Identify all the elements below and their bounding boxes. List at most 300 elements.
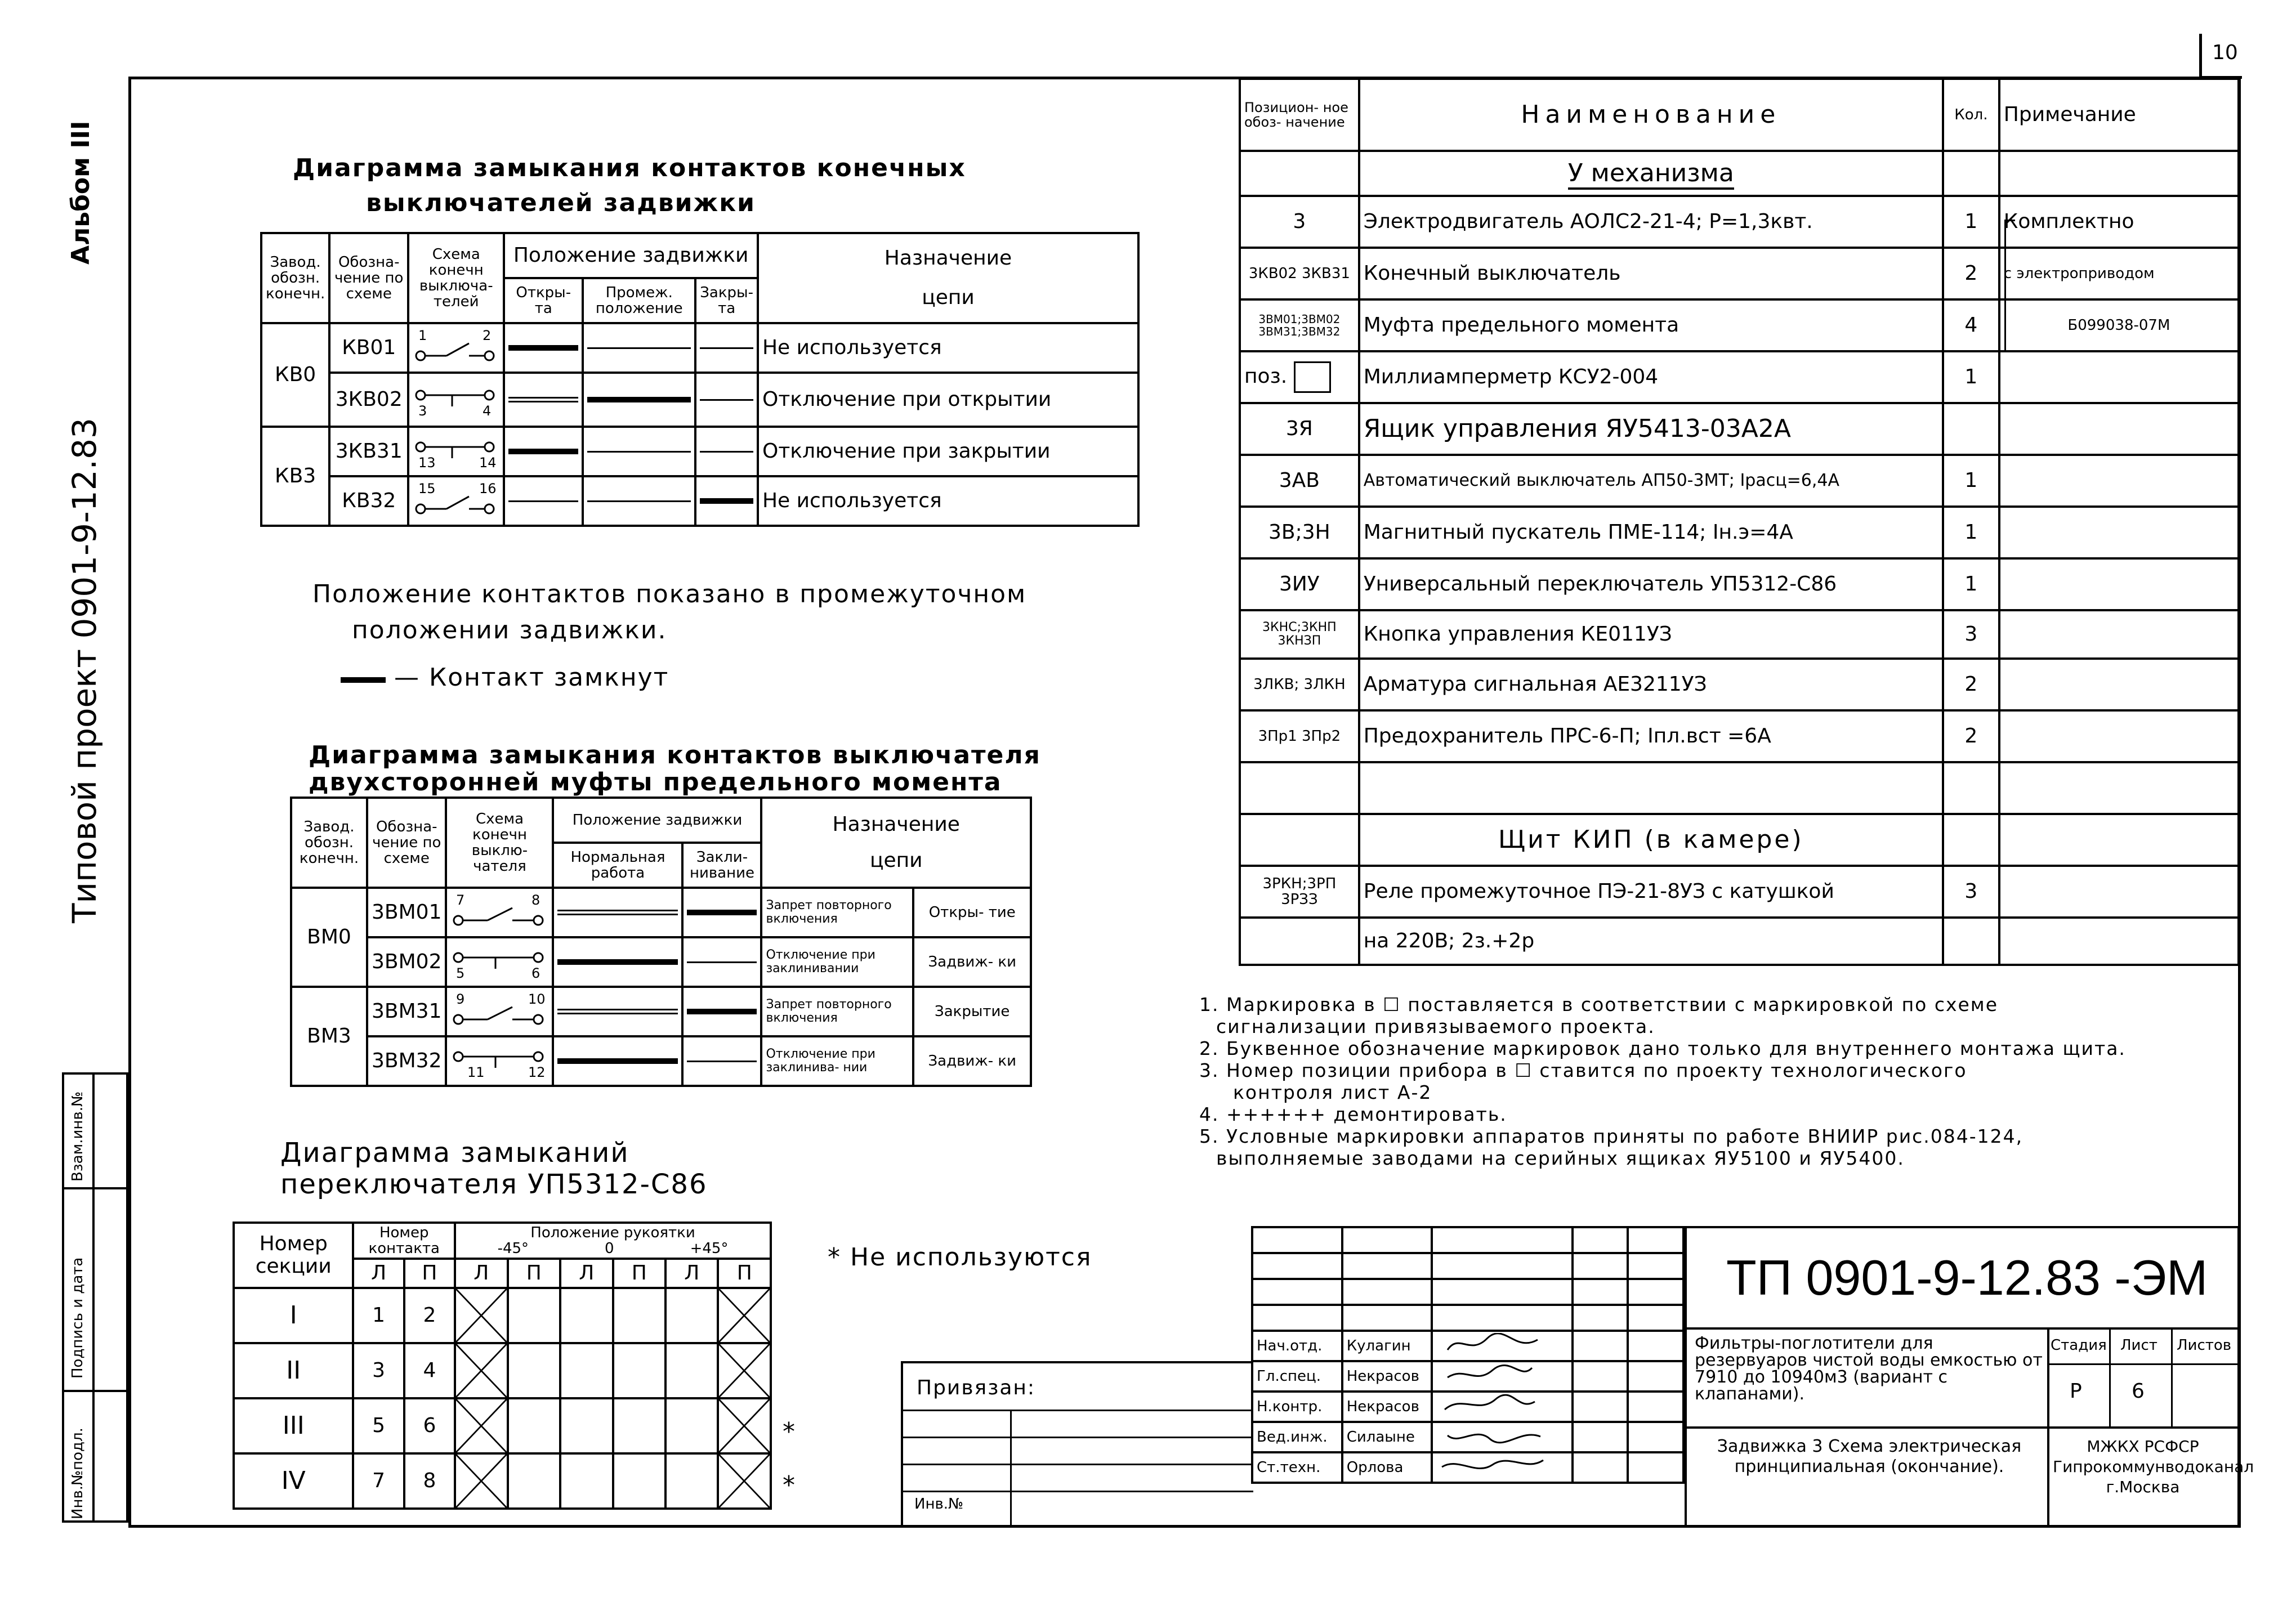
sheet-header: Лист: [2120, 1337, 2158, 1354]
spec-name: на 220В; 2з.+2р: [1359, 918, 1943, 965]
signature: [1432, 1422, 1572, 1452]
d1-code: КВ01: [329, 323, 408, 373]
d2-h-polozh: Положение задвижки: [553, 798, 761, 843]
staff-row: [1252, 1361, 1683, 1392]
d2-h-skhema: Схема конечн выклю- чателя: [446, 798, 553, 888]
d1-h-zavod: Завод. обозн. конечн.: [261, 233, 329, 323]
d1-cell: [583, 373, 695, 427]
switch-symbol: [450, 990, 546, 1030]
d3-h-p: П: [718, 1259, 771, 1288]
spec-pos: [1240, 762, 1359, 814]
d3-h-p: П: [508, 1259, 560, 1288]
spec-pos: 3ИУ: [1240, 558, 1359, 610]
spec-note: [1999, 866, 2239, 918]
d3-section: III: [234, 1398, 353, 1453]
doc-code: ТП 0901-9-12.83 -ЭМ: [1726, 1250, 2208, 1305]
spec-pos-cell: [1240, 351, 1359, 403]
d2-purpose2: Закрытие: [913, 987, 1031, 1036]
table-row: [1240, 455, 2239, 507]
spec-empty: [1943, 814, 1999, 866]
diagram2-table: [290, 797, 1032, 1087]
d2-group: ВМ3: [291, 987, 367, 1086]
d1-h-skhema: Схема конечн выключа- телей: [408, 233, 504, 323]
spec-name: Конечный выключатель: [1359, 248, 1943, 299]
d3-h-p45: +45°: [690, 1240, 729, 1257]
d3-section: II: [234, 1343, 353, 1398]
notes: [1199, 994, 2213, 1169]
d1-purpose: Не используется: [758, 476, 1138, 526]
d3-section: I: [234, 1288, 353, 1343]
contact-num: 15: [418, 481, 436, 496]
d3-empty: [665, 1398, 718, 1453]
spec-qty: 2: [1943, 710, 1999, 762]
rule: [1687, 1426, 2237, 1429]
d3-empty: [613, 1343, 665, 1398]
contact-num: 9: [456, 991, 465, 1007]
spec-name: Кнопка управления КЕ011УЗ: [1359, 610, 1943, 659]
table-row: [234, 1288, 771, 1343]
d2-switch-open: [446, 888, 553, 937]
table-row: [1240, 558, 2239, 610]
diagram3-title: [280, 1137, 707, 1200]
d1-h-polozh: Положение задвижки: [504, 233, 758, 278]
switch-symbol: [450, 941, 546, 980]
d2-h-nazn-text: Назначение: [832, 813, 960, 836]
d1-cell: [504, 373, 583, 427]
d3-empty: [665, 1343, 718, 1398]
stamp-line: [64, 1187, 126, 1189]
note-line: 3. Номер позиции прибора в ☐ ставится по проекту технологического: [1199, 1059, 1967, 1081]
d1-cell: [583, 427, 695, 476]
d1-h-prom: Промеж. положение: [583, 278, 695, 323]
table-row: [1240, 610, 2239, 659]
contact-num: 12: [528, 1064, 546, 1079]
staff-role: Н.контр.: [1252, 1392, 1342, 1422]
d3-empty: [508, 1343, 560, 1398]
rule: [903, 1437, 1253, 1438]
table-row: [234, 1343, 771, 1398]
stamp-line: [64, 1390, 126, 1392]
inv-label: Инв.№: [914, 1496, 964, 1513]
d1-purpose: Отключение при закрытии: [758, 427, 1138, 476]
d1-h-otkr: Откры- та: [504, 278, 583, 323]
diagram1-table: [260, 232, 1140, 527]
d2-code: 3ВМ02: [367, 937, 446, 987]
switch-symbol: [450, 891, 546, 930]
d1-switch-closed: [408, 373, 504, 427]
table-row: [1240, 248, 2239, 299]
diagram2-title-line2: двухсторонней муфты предельного момента: [309, 768, 1002, 797]
d1-h-zakr: Закры- та: [695, 278, 758, 323]
spec-note: с электроприводом: [1999, 248, 2239, 299]
d2-purpose: Отключение при заклинива- нии: [761, 1036, 913, 1086]
staff-role: Ст.техн.: [1252, 1452, 1342, 1483]
spec-empty: [1240, 814, 1359, 866]
d3-h-section: Номер секции: [234, 1223, 353, 1288]
d1-cell: [695, 323, 758, 373]
cross-cell: [455, 1453, 507, 1509]
table-row: [1240, 507, 2239, 558]
spec-qty: 1: [1943, 351, 1999, 403]
row3-star: *: [783, 1417, 795, 1446]
d1-h-oboz: Обозна- чение по схеме: [329, 233, 408, 323]
stamp-field: Инв.№подл.: [69, 1428, 86, 1519]
spec-name: Ящик управления ЯУ5413-03А2А: [1359, 403, 1943, 455]
spec-qty: 1: [1943, 196, 1999, 248]
d1-switch-closed: [408, 427, 504, 476]
d3-h-m45: -45°: [497, 1240, 529, 1257]
diagram1-title-line1: Диаграмма замыкания контактов конечных: [293, 154, 966, 182]
staff-row: [1252, 1422, 1683, 1452]
d2-h-tsepi: цепи: [869, 849, 923, 872]
contact-num: 13: [418, 455, 436, 469]
d2-cell: [682, 1036, 761, 1086]
d3-section: IV: [234, 1453, 353, 1509]
d1-cell: [695, 476, 758, 526]
d1-group: КВ0: [261, 323, 329, 427]
rule: [2047, 1330, 2049, 1525]
d3-empty: [560, 1398, 613, 1453]
privyazan-label: Привязан:: [917, 1376, 1036, 1399]
diagram1-note-line1: Положение контактов показано в промежуточном: [312, 580, 1027, 609]
d1-purpose: Не используется: [758, 323, 1138, 373]
switch-symbol: [450, 1040, 546, 1079]
table-row: [291, 888, 1031, 937]
table-row: [234, 1398, 771, 1453]
spec-pos: 3: [1240, 196, 1359, 248]
table-row: [1240, 403, 2239, 455]
d3-h-p: П: [613, 1259, 665, 1288]
contact-num: 4: [483, 403, 492, 418]
d2-h-zakl: Закли- нивание: [682, 843, 761, 888]
d2-code: 3ВМ32: [367, 1036, 446, 1086]
spec-empty: [1999, 151, 2239, 196]
contact-num: 7: [456, 892, 465, 908]
project-text: Типовой проект 0901-9-12.83: [65, 418, 104, 923]
d1-cell: [504, 427, 583, 476]
table-row: [261, 373, 1138, 427]
note-line: 2. Буквенное обозначение маркировок дано только для внутреннего монтажа щита.: [1199, 1037, 2126, 1059]
spec-qty: 1: [1943, 507, 1999, 558]
d2-purpose: Запрет повторного включения: [761, 987, 913, 1036]
table-row: [261, 427, 1138, 476]
spec-qty: [1943, 918, 1999, 965]
d3-empty: [508, 1288, 560, 1343]
stamp-field: Взам.инв.№: [69, 1091, 86, 1182]
spec-empty: [1999, 814, 2239, 866]
spec-pos: 3В;3Н: [1240, 507, 1359, 558]
d2-group: ВМ0: [291, 888, 367, 987]
d1-switch-open: [408, 323, 504, 373]
table-row: [1240, 762, 2239, 814]
spec-section2: Щит КИП (в камере): [1359, 814, 1943, 866]
d3-l: 1: [353, 1288, 404, 1343]
spec-qty: [1943, 403, 1999, 455]
signature: [1432, 1361, 1572, 1392]
d1-h-nazn-text: Назначение: [884, 247, 1012, 270]
rule: [903, 1464, 1253, 1465]
spec-note: [1999, 762, 2239, 814]
note-line: 1. Маркировка в ☐ поставляется в соответствии с маркировкой по схеме: [1199, 994, 1999, 1015]
switch-symbol: [413, 378, 497, 418]
sheet-value: 6: [2132, 1380, 2145, 1403]
cross-cell: [718, 1288, 771, 1343]
title-code-box: [1685, 1226, 2240, 1330]
diagram3-title-line2: переключателя УП5312-С86: [280, 1169, 708, 1200]
spec-name: Предохранитель ПРС-6-П; Iпл.вст =6А: [1359, 710, 1943, 762]
spec-name: [1359, 762, 1943, 814]
d3-h-l: Л: [665, 1259, 718, 1288]
signature: [1432, 1392, 1572, 1422]
d2-h-norm: Нормальная работа: [553, 843, 682, 888]
diagram1-legend: — Контакт замкнут: [394, 663, 669, 692]
d2-purpose: Отключение при заклинивании: [761, 937, 913, 987]
d2-code: 3ВМ31: [367, 987, 446, 1036]
d3-empty: [508, 1453, 560, 1509]
d1-cell: [695, 427, 758, 476]
d1-switch-open: [408, 476, 504, 526]
spec-qty: 3: [1943, 610, 1999, 659]
table-row: [234, 1453, 771, 1509]
diagram1-note-line2: положении задвижки.: [352, 616, 667, 645]
table-row: [261, 323, 1138, 373]
staff-role: Вед.инж.: [1252, 1422, 1342, 1452]
sheet-number-box: [2199, 34, 2242, 79]
title-main-box: [1685, 1327, 2254, 1528]
d2-cell: [682, 888, 761, 937]
spec-pos: 3КВ02 3КВ31: [1240, 248, 1359, 299]
d3-l: 7: [353, 1453, 404, 1509]
spec-h-name: Наименование: [1359, 79, 1943, 151]
contact-num: 2: [483, 328, 492, 343]
spec-note: [1999, 610, 2239, 659]
d2-purpose2: Откры- тие: [913, 888, 1031, 937]
table-row: [1240, 351, 2239, 403]
d3-l: 3: [353, 1343, 404, 1398]
d2-switch-open: [446, 987, 553, 1036]
sheet-number: 10: [2212, 41, 2238, 64]
contact-num: 16: [479, 481, 497, 496]
d3-l: 5: [353, 1398, 404, 1453]
spec-note: [1999, 455, 2239, 507]
spec-pos: 3Я: [1240, 403, 1359, 455]
d2-h-nazn: [761, 798, 1031, 888]
d3-empty: [613, 1453, 665, 1509]
album-label: [68, 121, 95, 265]
spec-pos: 3ВМ01;3ВМ02 3ВМ31;3ВМ32: [1240, 299, 1359, 351]
spec-note: [1999, 918, 2239, 965]
d2-cell: [553, 888, 682, 937]
marking-box: [1294, 361, 1331, 393]
row4-star: *: [783, 1471, 795, 1500]
spec-h-qty: Кол.: [1943, 79, 1999, 151]
d3-h-p: П: [404, 1259, 455, 1288]
contact-num: 11: [467, 1064, 485, 1079]
contact-num: 8: [531, 892, 541, 908]
cross-cell: [455, 1343, 507, 1398]
note-line: выполняемые заводами на серийных ящиках ЯУ5100 и ЯУ5400.: [1216, 1147, 1905, 1169]
d2-cell: [682, 987, 761, 1036]
d1-code: 3КВ02: [329, 373, 408, 427]
spec-pos: 3КНС;3КНП 3КНЗП: [1240, 610, 1359, 659]
signature-grid: [1251, 1226, 1685, 1484]
switch-symbol: [413, 480, 497, 519]
signature: [1432, 1452, 1572, 1483]
diagram3-table: [233, 1222, 772, 1510]
table-row: [261, 476, 1138, 526]
diagram3-title-line1: Диаграмма замыканий: [280, 1137, 629, 1169]
spec-pos: 3РКН;3РП 3РЗЗ: [1240, 866, 1359, 918]
d3-empty: [560, 1343, 613, 1398]
table-row: [1240, 299, 2239, 351]
staff-role: Гл.спец.: [1252, 1361, 1342, 1392]
cross-cell: [455, 1398, 507, 1453]
d1-h-tsepi: цепи: [922, 286, 975, 309]
d3-h-l: Л: [455, 1259, 507, 1288]
d3-h-l: Л: [353, 1259, 404, 1288]
spec-pos: 3АВ: [1240, 455, 1359, 507]
spec-h-pos: Позицион- ное обоз- начение: [1240, 79, 1359, 151]
diagram2-title: [309, 742, 1041, 796]
title-block: [901, 1226, 2254, 1528]
stage-value: Р: [2070, 1380, 2082, 1403]
note-line: 4. ++++++ демонтировать.: [1199, 1103, 1507, 1125]
cross-cell: [718, 1398, 771, 1453]
d1-cell: [583, 476, 695, 526]
d3-empty: [665, 1453, 718, 1509]
spec-name: Универсальный переключатель УП5312-С86: [1359, 558, 1943, 610]
rule: [2171, 1330, 2173, 1426]
spec-empty: [1240, 151, 1359, 196]
spec-name: Электродвигатель АОЛС2-21-4; Р=1,3квт.: [1359, 196, 1943, 248]
org-name: МЖКХ РСФСР Гипрокоммунводоканал г.Москва: [2053, 1437, 2254, 1496]
spec-note: [1999, 558, 2239, 610]
spec-name: Миллиамперметр КСУ2-004: [1359, 351, 1943, 403]
spec-qty: 1: [1943, 455, 1999, 507]
d1-purpose: Отключение при открытии: [758, 373, 1138, 427]
diagram1-note: [312, 581, 1026, 644]
table-row: [1240, 918, 2239, 965]
staff-row: [1252, 1331, 1683, 1361]
d2-cell: [553, 937, 682, 987]
rule: [1010, 1410, 1012, 1528]
staff-row: [1252, 1452, 1683, 1483]
note-bracket: [2004, 220, 2015, 352]
spec-qty: 4: [1943, 299, 1999, 351]
d1-cell: [504, 323, 583, 373]
privyazan-box: [901, 1361, 1253, 1528]
note-line: 5. Условные маркировки аппаратов приняты по работе ВНИИР рис.084-124,: [1199, 1125, 2024, 1147]
d3-h-contact: Номер контакта: [353, 1223, 455, 1259]
d2-code: 3ВМ01: [367, 888, 446, 937]
spec-note: [1999, 403, 2239, 455]
d3-p: 2: [404, 1288, 455, 1343]
d3-empty: [613, 1288, 665, 1343]
spec-name: Реле промежуточное ПЭ-21-8УЗ с катушкой: [1359, 866, 1943, 918]
staff-name: Силаыне: [1342, 1422, 1432, 1452]
table-row: [1240, 196, 2239, 248]
spec-name: Автоматический выключатель АП50-3МТ; Iрасц=6,4А: [1359, 455, 1943, 507]
switch-symbol: [413, 430, 497, 469]
table-row: [1240, 866, 2239, 918]
spec-section1: [1359, 151, 1943, 196]
d3-p: 6: [404, 1398, 455, 1453]
note-line: контроля лист А-2: [1233, 1081, 1432, 1103]
spec-qty: [1943, 762, 1999, 814]
legend-bar: [341, 677, 386, 683]
d3-empty: [560, 1453, 613, 1509]
spec-qty: 1: [1943, 558, 1999, 610]
diagram1-title: [293, 155, 966, 217]
table-row: [1240, 659, 2239, 710]
d2-purpose: Запрет повторного включения: [761, 888, 913, 937]
stage-header: Стадия: [2051, 1337, 2107, 1354]
contact-num: 5: [456, 965, 465, 980]
title1: Фильтры-поглотители для резервуаров чистой воды емкостью от 7910 до 10940м3 (вариант с клапанами).: [1695, 1334, 2043, 1404]
d2-cell: [553, 987, 682, 1036]
d1-code: 3КВ31: [329, 427, 408, 476]
note-line: сигнализации привязываемого проекта.: [1216, 1015, 1655, 1037]
contact-num: 1: [418, 328, 427, 343]
stamp-field: Подпись и дата: [69, 1257, 86, 1379]
d2-purpose2: Задвиж- ки: [913, 1036, 1031, 1086]
title2: Задвижка 3 Схема электрическая принципиальная (окончание).: [1717, 1437, 2022, 1477]
d3-h-pos-text: Положение рукоятки: [530, 1224, 695, 1241]
cross-cell: [455, 1288, 507, 1343]
spec-note: Комплектно: [1999, 196, 2239, 248]
contact-num: 6: [531, 965, 541, 980]
spec-name: Муфта предельного момента: [1359, 299, 1943, 351]
d1-group: КВ3: [261, 427, 329, 526]
table-row: [291, 987, 1031, 1036]
d2-purpose2: Задвиж- ки: [913, 937, 1031, 987]
staff-row: [1252, 1392, 1683, 1422]
sheets-header: Листов: [2177, 1337, 2232, 1354]
left-stamp: [62, 1072, 128, 1523]
spec-note: Б099038-07М: [1999, 299, 2239, 351]
spec-name: Арматура сигнальная АЕ3211УЗ: [1359, 659, 1943, 710]
d2-h-zavod: Завод. обозн. конечн.: [291, 798, 367, 888]
staff-role: Нач.отд.: [1252, 1331, 1342, 1361]
spec-note: [1999, 659, 2239, 710]
table-row: [291, 1036, 1031, 1086]
d2-switch-closed: [446, 1036, 553, 1086]
cross-cell: [718, 1343, 771, 1398]
spec-pos: 3ЛКВ; 3ЛКН: [1240, 659, 1359, 710]
d2-switch-closed: [446, 937, 553, 987]
spec-empty: [1943, 151, 1999, 196]
d2-h-oboz: Обозна- чение по схеме: [367, 798, 446, 888]
d3-empty: [508, 1398, 560, 1453]
contact-num: 14: [479, 455, 497, 469]
d3-empty: [613, 1398, 665, 1453]
diagram2-title-line1: Диаграмма замыкания контактов выключателя: [309, 741, 1041, 770]
d2-cell: [682, 937, 761, 987]
table-row: [1240, 710, 2239, 762]
spec-table: [1239, 78, 2240, 966]
d1-cell: [583, 323, 695, 373]
spec-h-note: Примечание: [1999, 79, 2239, 151]
contact-num: 3: [418, 403, 427, 418]
d3-h-zero: 0: [605, 1240, 614, 1257]
d3-h-pos: [455, 1223, 771, 1259]
spec-note: [1999, 710, 2239, 762]
rule: [2047, 1363, 2237, 1365]
spec-qty: 2: [1943, 248, 1999, 299]
switch-symbol: [413, 326, 497, 366]
signature: [1432, 1331, 1572, 1361]
staff-name: Некрасов: [1342, 1361, 1432, 1392]
